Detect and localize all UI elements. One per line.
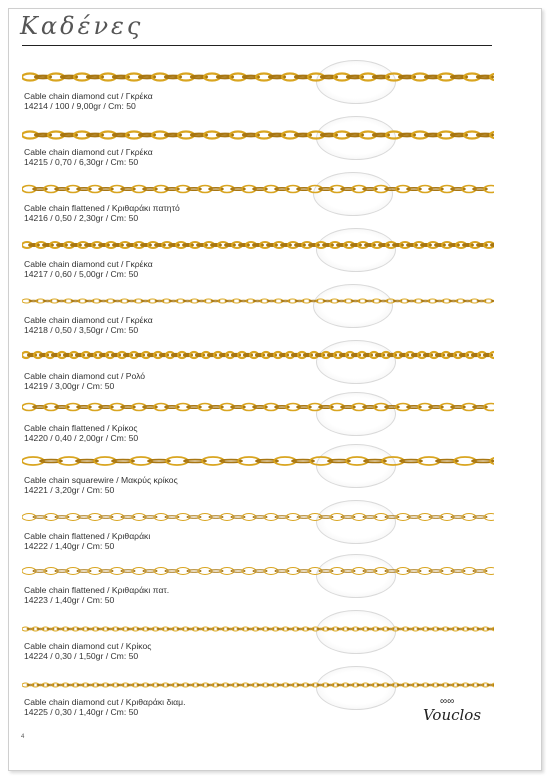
chain-image xyxy=(22,296,494,306)
product-name: Cable chain diamond cut / Γκρέκα xyxy=(24,315,153,325)
magnifier-lens xyxy=(316,228,396,272)
magnifier-lens xyxy=(316,340,396,384)
product-row xyxy=(0,562,550,618)
chain-image xyxy=(22,130,494,140)
product-spec: 14215 / 0,70 / 6,30gr / Cm: 50 xyxy=(24,157,139,167)
product-row xyxy=(0,124,550,180)
magnifier-lens xyxy=(313,172,393,216)
product-row xyxy=(0,68,550,124)
chain-image xyxy=(22,184,494,194)
title-divider xyxy=(22,45,492,46)
brand-name: Vouclos xyxy=(422,706,482,724)
product-spec: 14224 / 0,30 / 1,50gr / Cm: 50 xyxy=(24,651,139,661)
magnifier-lens xyxy=(316,500,396,544)
product-spec: 14214 / 100 / 9,00gr / Cm: 50 xyxy=(24,101,136,111)
chain-image xyxy=(22,512,494,522)
brand-logo xyxy=(412,696,492,736)
chain-image xyxy=(22,566,494,576)
product-name: Cable chain squarewire / Μακρύς κρίκος xyxy=(24,475,178,485)
product-name: Cable chain diamond cut / Γκρέκα xyxy=(24,147,153,157)
page-number: 4 xyxy=(21,734,25,740)
product-row xyxy=(0,508,550,564)
product-spec: 14221 / 3,20gr / Cm: 50 xyxy=(24,485,115,495)
product-row xyxy=(0,400,550,456)
product-row xyxy=(0,180,550,236)
magnifier-lens xyxy=(316,60,396,104)
product-row xyxy=(0,452,550,508)
product-spec: 14219 / 3,00gr / Cm: 50 xyxy=(24,381,115,391)
product-name: Cable chain flattened / Κριθαράκι πατητό xyxy=(24,203,180,213)
product-name: Cable chain flattened / Κριθαράκι πατ. xyxy=(24,585,170,595)
product-name: Cable chain diamond cut / Γκρέκα xyxy=(24,259,153,269)
magnifier-lens xyxy=(316,554,396,598)
chain-image xyxy=(22,72,494,82)
product-name: Cable chain diamond cut / Κρίκος xyxy=(24,641,152,651)
product-name: Cable chain flattened / Κριθαράκι xyxy=(24,531,151,541)
chain-image xyxy=(22,350,494,360)
chain-image xyxy=(22,240,494,250)
brand-mark-icon: ∞∞ xyxy=(440,696,455,707)
product-spec: 14218 / 0,50 / 3,50gr / Cm: 50 xyxy=(24,325,139,335)
chain-image xyxy=(22,456,494,466)
product-name: Cable chain diamond cut / Γκρέκα xyxy=(24,91,153,101)
product-row xyxy=(0,618,550,674)
chain-image xyxy=(22,402,494,412)
product-spec: 14225 / 0,30 / 1,40gr / Cm: 50 xyxy=(24,707,139,717)
product-name: Cable chain flattened / Κρίκος xyxy=(24,423,138,433)
magnifier-lens xyxy=(313,284,393,328)
product-name: Cable chain diamond cut / Κριθαράκι διαμ. xyxy=(24,697,186,707)
product-row xyxy=(0,348,550,404)
magnifier-lens xyxy=(316,444,396,488)
chain-image xyxy=(22,624,494,634)
product-row xyxy=(0,236,550,292)
product-spec: 14223 / 1,40gr / Cm: 50 xyxy=(24,595,115,605)
product-row xyxy=(0,292,550,348)
product-name: Cable chain diamond cut / Ρολό xyxy=(24,371,146,381)
page-title: Καδένες xyxy=(20,12,144,40)
chain-image xyxy=(22,680,494,690)
product-spec: 14222 / 1,40gr / Cm: 50 xyxy=(24,541,115,551)
magnifier-lens xyxy=(316,392,396,436)
product-spec: 14217 / 0,60 / 5,00gr / Cm: 50 xyxy=(24,269,139,279)
product-spec: 14220 / 0,40 / 2,00gr / Cm: 50 xyxy=(24,433,139,443)
product-spec: 14216 / 0,50 / 2,30gr / Cm: 50 xyxy=(24,213,139,223)
